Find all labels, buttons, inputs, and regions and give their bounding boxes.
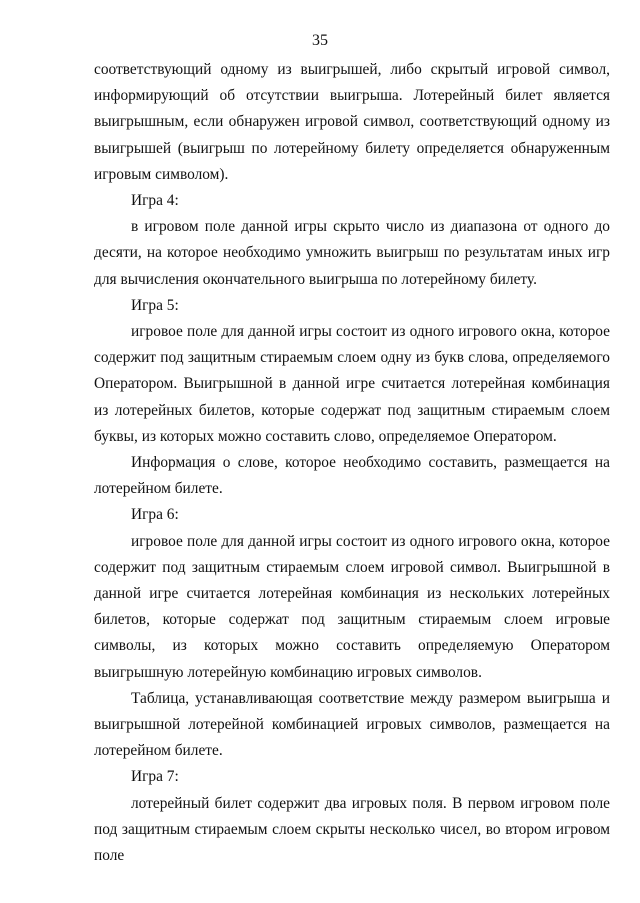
game-5-info: Информация о слове, которое необходимо составить, размещается на лотерейном билете. xyxy=(94,454,610,498)
game-7-description: лотерейный билет содержит два игровых поля. В первом игровом поле под защитным стираемым слоем скрыты несколько чисел, во втором игровом поле xyxy=(94,794,610,865)
game-4-description: в игровом поле данной игры скрыто число из диапазона от одного до десяти, на которое необходимо умножить выигрыш по результатам иных игр для вычисления окончательного выигрыша по лотерейному билету. xyxy=(94,218,610,288)
page-number: 35 xyxy=(312,32,328,49)
game-5-heading: Игра 5: xyxy=(131,296,179,314)
game-7-heading: Игра 7: xyxy=(131,768,179,786)
game-6-heading: Игра 6: xyxy=(131,506,179,524)
paragraph-continuation: соответствующий одному из выигрышей, либо скрытый игровой символ, информирующий об отсутствии выигрыша. Лотерейный билет является выигрышным, если обнаружен игровой символ, соответствующий одному из выигрышей (выигрыш по лотерейному билету определяется обнаруженным игровым символом). xyxy=(94,61,610,183)
game-6-description: игровое поле для данной игры состоит из одного игрового окна, которое содержит под защитным стираемым слоем игровой символ. Выигрышной в данной игре считается лотерейная комбинация из нескольких лотерейных билетов, которые содержат под защитным стираемым слоем игровые символы, из которых можно составить определяемую Оператором выигрышную лотерейную комбинацию игровых символов. xyxy=(94,532,610,681)
game-5-description: игровое поле для данной игры состоит из одного игрового окна, которое содержит под защитным стираемым слоем одну из букв слова, определяемого Оператором. Выигрышной в данной игре считается лотерейная комбинация из лотерейных билетов, которые содержат под защитным стираемым слоем буквы, из которых можно составить слово, определяемое Оператором. xyxy=(94,323,610,445)
document-body xyxy=(94,57,610,869)
game-6-table-info: Таблица, устанавливающая соответствие между размером выигрыша и выигрышной лотерейной комбинацией игровых символов, размещается на лотерейном билете. xyxy=(94,689,610,760)
game-4-heading: Игра 4: xyxy=(131,192,179,210)
